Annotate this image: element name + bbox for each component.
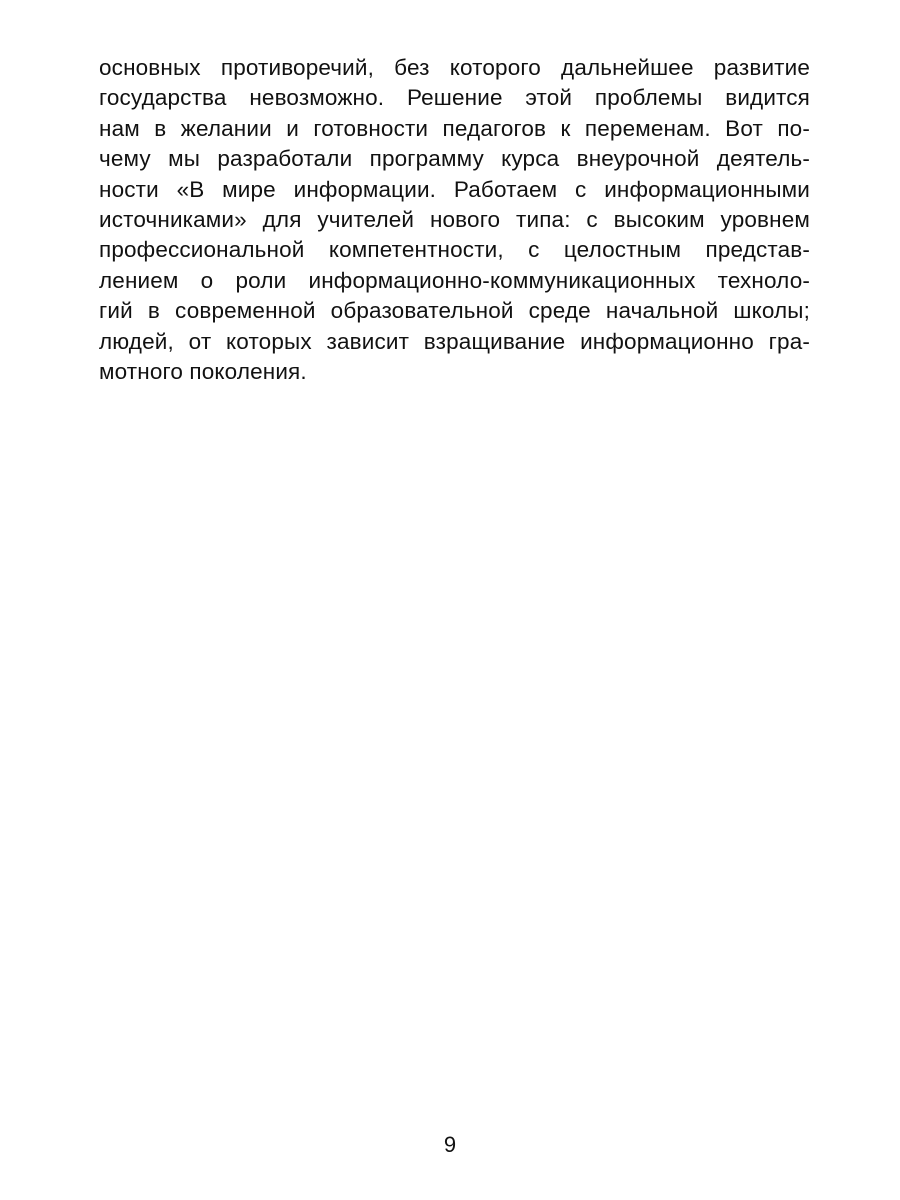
body-line: основных противоречий, без которого дальнейшее развитие (99, 55, 810, 80)
body-line: чему мы разработали программу курса внеурочной деятель- (99, 146, 810, 172)
body-line: гий в современной образовательной среде начальной школы; (99, 298, 810, 324)
body-line: профессиональной компетентности, с целостным представ- (99, 237, 810, 263)
body-line: источниками» для учителей нового типа: с высоким уровнем (99, 206, 810, 232)
body-line: нам в желании и готовности педагогов к переменам. Вот по- (99, 115, 810, 141)
body-line-last: мотного поколения. (99, 358, 307, 384)
body-line: ности «В мире информации. Работаем с информационными (99, 176, 810, 202)
page-number: 9 (443, 1132, 457, 1157)
body-line: лением о роли информационно-коммуникационных техноло- (99, 267, 810, 293)
body-line: государства невозможно. Решение этой проблемы видится (99, 85, 810, 111)
body-paragraph (99, 53, 810, 387)
body-line: людей, от которых зависит взращивание информационно гра- (99, 328, 810, 354)
